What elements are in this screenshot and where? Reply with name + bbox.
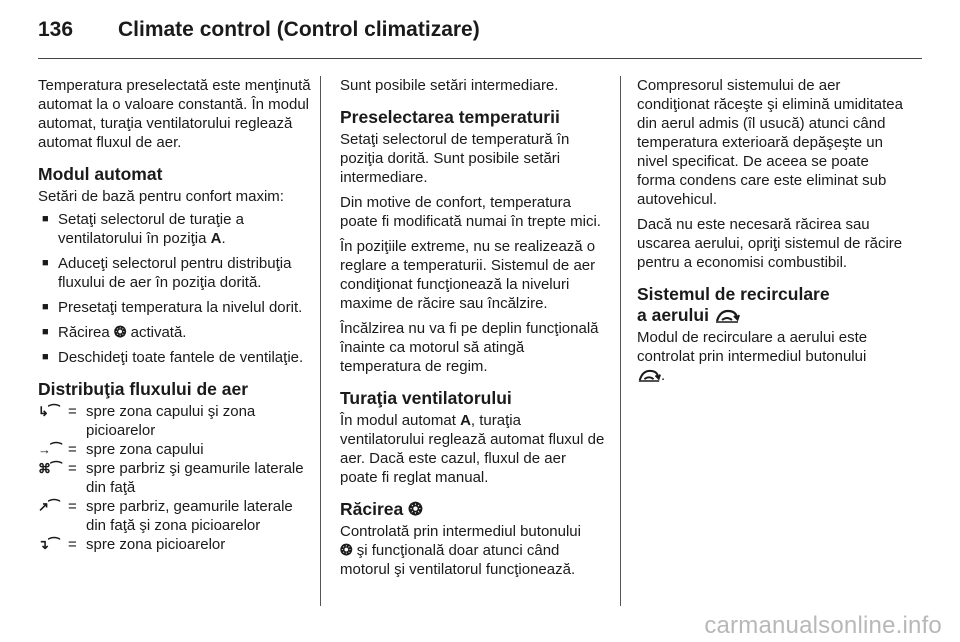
paragraph: În modul automat A, turaţia ventilatorului reglează automat fluxul de aer. Dacă este cazul, fluxul de aer poate fi reglat manual. bbox=[340, 412, 605, 486]
definition-row: →⁀ = spre zona capului bbox=[38, 441, 204, 458]
snowflake-icon: ❂ bbox=[340, 542, 353, 559]
column-1 bbox=[38, 76, 312, 554]
watermark: carmanualsonline.info bbox=[704, 612, 942, 639]
heading-cooling: Răcirea ❂ bbox=[340, 499, 423, 519]
heading-fan-speed: Turaţia ventilatorului bbox=[340, 388, 512, 408]
recirculation-icon bbox=[637, 368, 661, 383]
auto-intro: Setări de bază pentru confort maxim: bbox=[38, 188, 284, 205]
list-item: ■ Setaţi selectorul de turaţie a ventilatorului în poziţia A. bbox=[42, 211, 244, 247]
page-number: 136 bbox=[38, 18, 74, 41]
list-item: ■ Răcirea ❂ activată. bbox=[42, 324, 187, 341]
column-2 bbox=[340, 76, 606, 585]
head-airflow-icon: →⁀ bbox=[38, 442, 62, 457]
column-divider bbox=[620, 76, 621, 606]
settings-list bbox=[38, 210, 312, 367]
paragraph: Dacă nu este necesară răcirea sau uscarea aerului, opriţi sistemul de răcire pentru a economisi combustibil. bbox=[637, 216, 903, 271]
paragraph: În poziţiile extreme, nu se realizează o reglare a temperaturii. Sistemul de aer condiţionat funcţionează la niveluri maxime de răcire sau încălzire. bbox=[340, 238, 596, 312]
heading-automatic-mode: Modul automat bbox=[38, 164, 163, 184]
bullet: ■ bbox=[42, 326, 49, 338]
air-distribution-definitions bbox=[38, 402, 312, 554]
intro-paragraph: Temperatura preselectată este menţinută automat la o valoare constantă. În modul automat, turaţia ventilatorului reglează automat fluxul de aer. bbox=[38, 77, 311, 151]
paragraph: Setaţi selectorul de temperatură în poziţia dorită. Sunt posibile setări intermediare. bbox=[340, 131, 570, 186]
definition-row: ↴⁀ = spre zona picioarelor bbox=[38, 536, 226, 553]
list-item: ■ Presetaţi temperatura la nivelul dorit. bbox=[42, 299, 303, 316]
definition-row: ⌘⁀ = spre parbriz şi geamurile laterale din faţă bbox=[38, 460, 304, 496]
list-item: ■ Deschideţi toate fantele de ventilaţie. bbox=[42, 349, 304, 366]
windscreen-airflow-icon: ⌘⁀ bbox=[38, 461, 62, 476]
feet-airflow-icon: ↴⁀ bbox=[38, 537, 60, 552]
bullet: ■ bbox=[42, 301, 49, 313]
column-3 bbox=[637, 76, 903, 391]
windscreen-and-feet-airflow-icon: ↗⁀ bbox=[38, 499, 60, 514]
definition-row: ↗⁀ = spre parbriz, geamurile laterale din faţă şi zona picioarelor bbox=[38, 498, 293, 534]
snowflake-icon: ❂ bbox=[113, 324, 127, 341]
bullet: ■ bbox=[42, 351, 49, 363]
bullet: ■ bbox=[42, 213, 49, 225]
paragraph: Din motive de confort, temperatura poate fi modificată numai în trepte mici. bbox=[340, 194, 601, 230]
page-title: Climate control (Control climatizare) bbox=[118, 18, 480, 41]
page-header bbox=[38, 16, 922, 59]
paragraph: Sunt posibile setări intermediare. bbox=[340, 77, 559, 94]
snowflake-icon: ❂ bbox=[408, 499, 423, 519]
heading-air-distribution: Distribuţia fluxului de aer bbox=[38, 379, 249, 399]
paragraph: Controlată prin intermediul butonului ❂ şi funcţională doar atunci când motorul şi ventilatorul funcţionează. bbox=[340, 523, 581, 578]
heading-air-recirculation: Sistemul de recirculare a aerului bbox=[637, 284, 830, 325]
column-divider bbox=[320, 76, 321, 606]
list-item: ■ Aduceţi selectorul pentru distribuţia fluxului de aer în poziţia dorită. bbox=[42, 255, 292, 291]
bullet: ■ bbox=[42, 257, 49, 269]
recirculation-icon bbox=[714, 308, 740, 324]
paragraph: Încălzirea nu va fi pe deplin funcţională înainte ca motorul să atingă temperatura de regim. bbox=[340, 320, 599, 375]
head-and-feet-airflow-icon: ↳⁀ bbox=[38, 404, 60, 419]
heading-temperature-preselection: Preselectarea temperaturii bbox=[340, 107, 560, 127]
paragraph: Modul de recirculare a aerului este controlat prin intermediul butonului . bbox=[637, 329, 868, 384]
definition-row: ↳⁀ = spre zona capului şi zona picioarelor bbox=[38, 403, 256, 439]
paragraph: Compresorul sistemului de aer condiţionat răceşte şi elimină umiditatea din aerul admis (îl usucă) atunci când temperatura exterioară depăşeşte un nivel specificat. De aceea se poate forma condens care este eliminat sub autovehicul. bbox=[637, 77, 903, 208]
